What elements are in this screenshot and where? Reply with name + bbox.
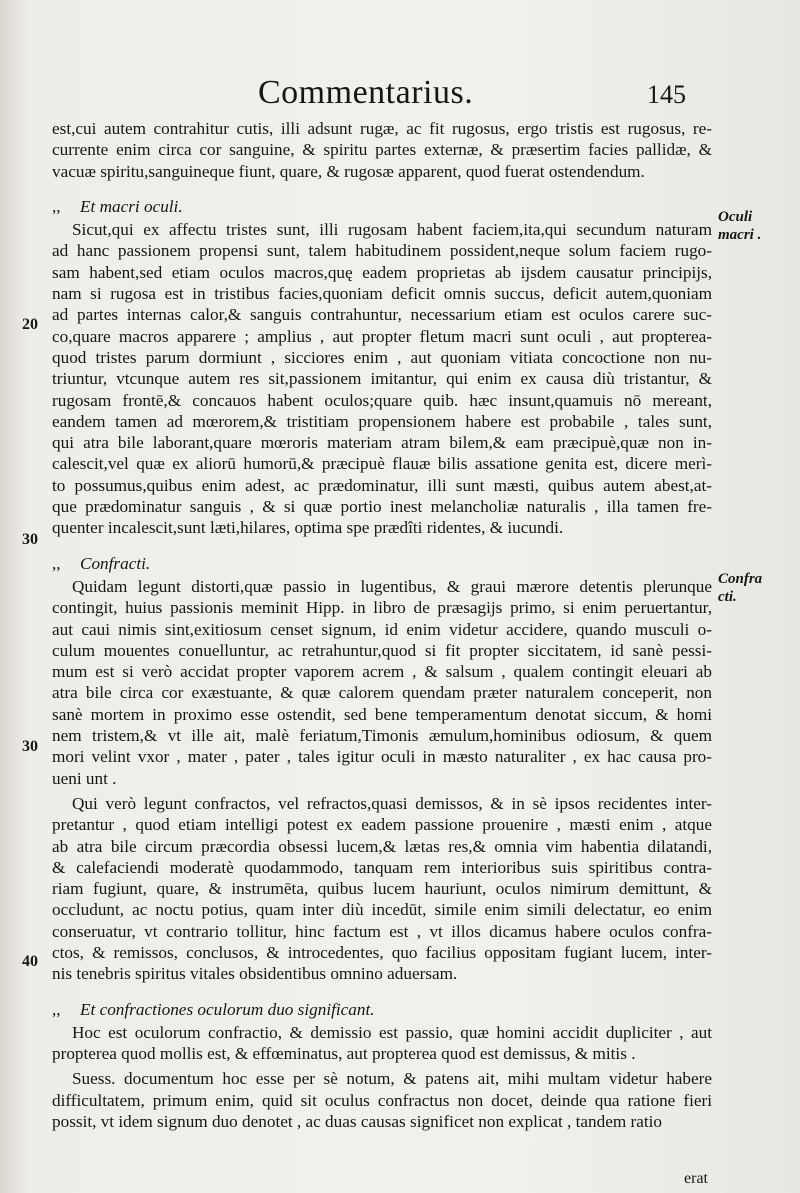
text-line: nem tristem,& vt ille ait, malè feriatum,Timonis æmulum,hominibus odiosum, & quem <box>52 726 712 746</box>
text-line: propterea quod mollis est, & effœminatus, aut propterea quod est demissus, & mitis . <box>52 1044 636 1064</box>
margin-note-line: cti. <box>718 589 737 605</box>
text-line: possit, vt idem signum duo denotet , ac duas causas significet non explicat , tandem ratio <box>52 1112 663 1132</box>
margin-note-line: Oculi <box>718 209 753 225</box>
section-heading <box>52 999 712 1020</box>
margin-note-confracti <box>718 570 788 606</box>
heading-mark: ,, <box>52 553 61 573</box>
text-line: Suess. documentum hoc esse per sè notum, & patens ait, mihi multam videtur habere <box>72 1069 712 1089</box>
text-line: ad hanc passionem propensi sunt, talem habitudinem possident,neque solum faciem rugo- <box>52 241 712 261</box>
body-text <box>52 118 712 1136</box>
text-line: vacuæ spiritu,sanguineque fiunt, quare, & rugosæ apparent, quod fuerat ostendendum. <box>52 161 645 181</box>
paragraph <box>52 1068 712 1132</box>
text-line: sanè mortem in proximo esse ostendit, sed bene temperamentum denotat siccum, & homi <box>52 704 712 724</box>
line-number: 30 <box>22 531 38 548</box>
text-line: to possumus,quibus enim adest, ac prædominatur, illi sunt mæsti, quibus autem abest,at- <box>52 475 712 495</box>
text-line: Quidam legunt distorti,quæ passio in lugentibus, & graui mærore detentis plerunque <box>72 576 712 596</box>
text-line: currente enim circa cor sanguine, & spiritu partes externæ, & præsertim facies pallidæ, & <box>52 140 712 160</box>
text-line: ad partes internas calor,& sanguis contrahuntur, necessarium etiam est oculos carere suc- <box>52 305 712 325</box>
text-line: eandem tamen ad mœrorem,& tristitiam propensionem habere est probabile , tales sunt, <box>52 411 712 431</box>
text-line: sam habent,sed etiam oculos macros,quę eadem proprietas ab ijsdem causatur principijs, <box>52 262 712 282</box>
section-heading <box>52 196 712 217</box>
text-line: co,quare macros apparere ; amplius , aut propter fletum macri sunt oculi , aut propterea- <box>52 326 712 346</box>
text-line: atra bile circa cor exæstuante, & quæ calorem quendam præter naturalem conceperit, non <box>52 683 712 703</box>
text-line: calescit,vel quæ ex aliorū humorū,& præcipuè flauæ bilis assatione genita est, dicere merì- <box>52 454 712 474</box>
text-line: occludunt, ac noctu potius, quam inter diù incedūt, simile enim simili delectatur, eo enim <box>52 900 712 920</box>
text-line: qui atra bile laborant,quare mœroris materiam atram bilem,& eam præcipuè,quæ non in- <box>52 433 712 453</box>
heading-mark: ,, <box>52 999 61 1019</box>
line-number: 20 <box>22 316 38 333</box>
text-line: triuntur, vtcunque autem res sit,passionem imitantur, qui enim ex causa diù tristantur, & <box>52 369 712 389</box>
text-line: & calefaciendi moderatè quodammodo, tanquam rem interioribus suis spiritibus contra- <box>52 857 712 877</box>
margin-note-line: Confra <box>718 571 763 587</box>
catchword: erat <box>684 1170 708 1187</box>
paragraph <box>52 219 712 538</box>
margin-note-line: macri . <box>718 227 762 243</box>
line-number: 40 <box>22 953 38 970</box>
text-line: culum mouentes conuelluntur, ac retrahuntur,quod si fit propter siccitatem, id sanè pessi- <box>52 640 712 660</box>
running-title: Commentarius. <box>258 74 474 111</box>
line-number: 30 <box>22 738 38 755</box>
heading-text: Et macri oculi. <box>80 196 183 216</box>
paragraph <box>52 118 712 182</box>
text-line: contingit, huius passionis meminit Hipp. in libro de præsagijs primo, si enim peruertantur, <box>52 598 712 618</box>
text-line: mori velint vxor , mater , pater , tales igitur oculi in mæsto naturaliter , ex hac causa pro- <box>52 747 712 767</box>
text-line: quod tristes parum dormiunt , sicciores enim , aut quoniam vitiata concoctione non nu- <box>52 347 712 367</box>
heading-text: Confracti. <box>80 553 151 573</box>
text-line: nis tenebris spiritus vitales obsidentibus omnino aduersam. <box>52 964 458 984</box>
text-line: ctos, & remissos, conclusos, & introcedentes, quo facilius oppositam fugiant lucem, inter- <box>52 942 712 962</box>
text-line: aut caui nimis sint,exitiosum censet signum, id enim videtur accidere, quando musculi o- <box>52 619 712 639</box>
text-line: mum est si verò accidat propter vaporem acrem , & salsum , qualem contingit eleuari ab <box>52 662 712 682</box>
section-heading <box>52 553 712 574</box>
text-line: quenter incalescit,sunt læti,hilares, optima spe prædîti ridentes, & iucundi. <box>52 518 564 538</box>
heading-text: Et confractiones oculorum duo significant. <box>80 999 375 1019</box>
text-line: nam si rugosa est in tristibus facies,quoniam deficit omnis succus, deficit autem,quoniam <box>52 284 712 304</box>
text-line: ueni unt . <box>52 768 117 788</box>
text-line: est,cui autem contrahitur cutis, illi adsunt rugæ, ac fit rugosus, ergo tristis est rugosus, re- <box>52 119 712 138</box>
paragraph <box>52 1022 712 1065</box>
paragraph <box>52 793 712 985</box>
text-line: ab atra bile circum præcordia obsessi lucem,& lætas res,& omnia vim habentia dilatandi, <box>52 836 712 856</box>
margin-note-oculi-macri <box>718 208 788 244</box>
page-number: 145 <box>647 80 686 109</box>
text-line: difficultatem, primum enim, quid sit oculus confractus non docet, deinde qua ratione fieri <box>52 1090 712 1110</box>
text-line: conseruatur, vt contrario tollitur, hinc factum est , vt illos dicamus habere oculos confra- <box>52 921 712 941</box>
text-line: Sicut,qui ex affectu tristes sunt, illi rugosam habent faciem,ita,qui secundum naturam <box>72 220 712 240</box>
heading-mark: ,, <box>52 196 61 216</box>
text-line: rugosam frontē,& concauos habent oculos;quare quib. hæc insunt,quamuis nō mereant, <box>52 390 712 410</box>
text-line: Hoc est oculorum confractio, & demissio est passio, quæ homini accidit dupliciter , aut <box>72 1022 712 1042</box>
paragraph <box>52 576 712 789</box>
text-line: Qui verò legunt confractos, vel refractos,quasi demissos, & in sè ipsos recidentes inter- <box>72 793 712 813</box>
text-line: pretantur , quod etiam intelligi potest ex eadem passione prouenire , mæsti enim , atque <box>52 815 712 835</box>
text-line: riam fugiunt, quare, & instrumēta, quibus lucem hauriunt, oculos nimirum demittunt, & <box>52 879 712 899</box>
text-line: que prædominatur sanguis , & si quæ portio inest melancholiæ naturalis , illa tamen fre- <box>52 497 712 517</box>
page-header <box>250 74 686 114</box>
